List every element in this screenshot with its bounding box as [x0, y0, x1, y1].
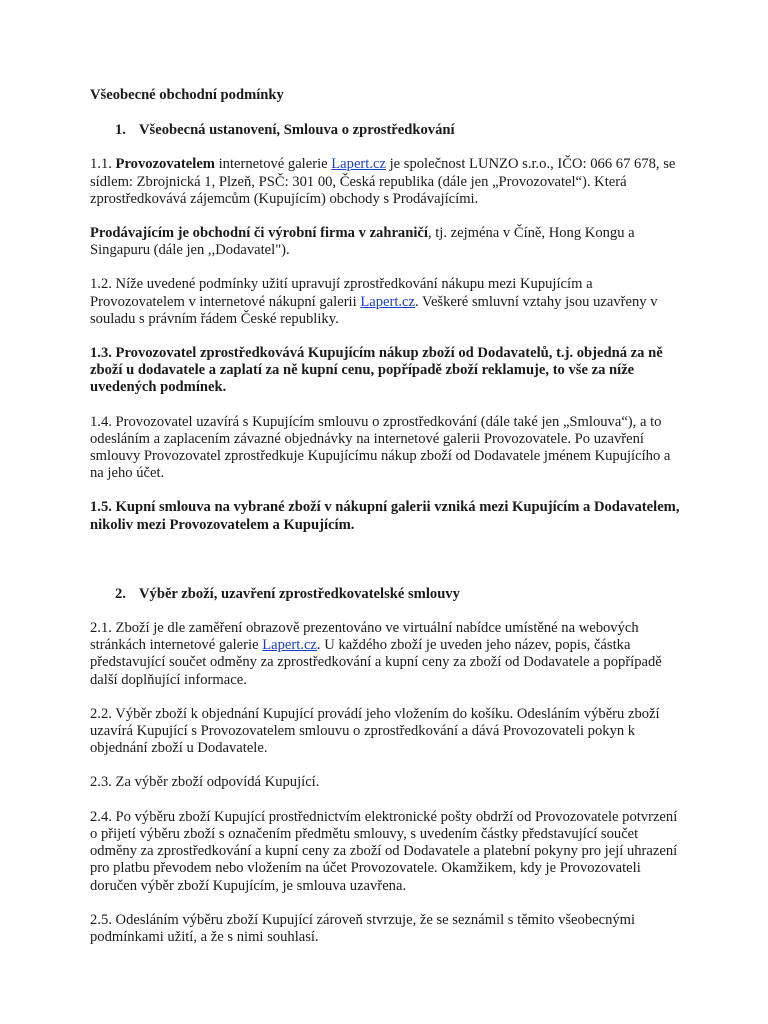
paragraph-1-2-rest: . Veškeré smluvní vztahy jsou uzavřeny v souladu s právním řádem České republiky.	[90, 293, 658, 327]
paragraph-1-3: 1.3. Provozovatel zprostředkovává Kupujícím nákup zboží od Dodavatelů, t.j. objedná za ně zboží u dodavatele a zaplatí za ně kupní cenu, popřípadě zboží reklamuje, to vše za níže uvedených podmínek.	[90, 345, 663, 396]
paragraph-2-5: 2.5. Odesláním výběru zboží Kupující zároveň stvrzuje, že se seznámil s těmito všeobecnými podmínkami užití, a že s nimi souhlasí.	[90, 911, 636, 945]
lapert-link-3[interactable]: Lapert.cz	[262, 637, 317, 654]
paragraph-1-1-mid: internetové galerie	[214, 156, 332, 173]
paragraph-1-4: 1.4. Provozovatel uzavírá s Kupujícím smlouvu o zprostředkování (dále také jen „Smlouva“), a to odesláním a zaplacením závazné objednávky na internetové galerii Provozovatele. Po uzavření smlouvy Provozovatel zprostředkuje Kupujícímu nákup zboží od Dodavatele jménem Kupujícího a na jeho účet.	[90, 413, 671, 482]
section-2-heading-text: Výběr zboží, uzavření zprostředkovatelské smlouvy	[139, 585, 460, 602]
section-1-heading-text: Všeobecná ustanovení, Smlouva o zprostředkování	[139, 122, 455, 139]
paragraph-1-5: 1.5. Kupní smlouva na vybrané zboží v nákupní galerii vzniká mezi Kupujícím a Dodavatelem, nikoliv mezi Provozovatelem a Kupujícím.	[90, 499, 680, 533]
lapert-link-1[interactable]: Lapert.cz	[331, 156, 386, 173]
paragraph-2-3: 2.3. Za výběr zboží odpovídá Kupující.	[90, 774, 320, 791]
section-1-number: 1.	[115, 122, 126, 139]
paragraph-1-1-rest: je společnost LUNZO s.r.o., IČO: 066 67 678, se sídlem: Zbrojnická 1, Plzeň, PSČ: 301 00, Česká republika (dále jen „Provozovatel“). Která zprostředkovává zájemcům (Kupujícím) obchody s Prodávajícími.	[90, 156, 676, 207]
paragraph-2-1-prefix: 2.1. Zboží je dle zaměření obrazově prezentováno ve virtuální nabídce umístěné na webových stránkách internetové galerie	[90, 620, 639, 654]
paragraph-2-1	[90, 620, 680, 689]
document-title: Všeobecné obchodní podmínky	[90, 87, 284, 103]
document-page	[90, 87, 680, 946]
paragraph-2-4: 2.4. Po výběru zboží Kupující prostřednictvím elektronické pošty obdrží od Provozovatele potvrzení o přijetí výběru zboží s označením předmětu smlouvy, s uvedením částky představující součet odměny za zprostředkování a kupní ceny za zboží od Dodavatele a platební pokyny pro její uhrazení pro platbu převodem nebo vložením na účet Provozovatele. Okamžikem, kdy je Provozovateli doručen výběr zboží Kupujícím, je smlouva uzavřena.	[90, 808, 678, 894]
paragraph-1-1-prefix: 1.1.	[90, 156, 116, 173]
paragraph-seller-bold: Prodávajícím je obchodní či výrobní firma v zahraničí	[90, 225, 428, 242]
section-2-heading	[90, 586, 680, 603]
paragraph-1-1	[90, 156, 680, 208]
paragraph-2-2: 2.2. Výběr zboží k objednání Kupující provádí jeho vložením do košíku. Odesláním výběru zboží uzavírá Kupující s Provozovatelem smlouvu o zprostředkování a dává Provozovateli pokyn k objednání zboží u Dodavatele.	[90, 705, 660, 757]
section-1-heading	[90, 122, 680, 139]
paragraph-1-1-bold: Provozovatelem	[115, 156, 215, 173]
paragraph-seller-rest: , tj. zejména v Číně, Hong Kongu a Singapuru (dále jen ,,Dodavatel").	[90, 225, 635, 259]
lapert-link-2[interactable]: Lapert.cz	[360, 293, 415, 310]
paragraph-1-2-prefix: 1.2. Níže uvedené podmínky užití upravují zprostředkování nákupu mezi Kupujícím a Provozovatelem v internetové nákupní galerii	[90, 276, 593, 310]
paragraph-seller	[90, 225, 680, 259]
paragraph-1-2	[90, 276, 680, 328]
paragraph-2-1-rest: . U každého zboží je uveden jeho název, popis, částka představující součet odměny za zprostředkování a kupní ceny za zboží od Dodavatele a popřípadě další doplňující informace.	[90, 637, 662, 688]
section-2-number: 2.	[115, 585, 126, 602]
